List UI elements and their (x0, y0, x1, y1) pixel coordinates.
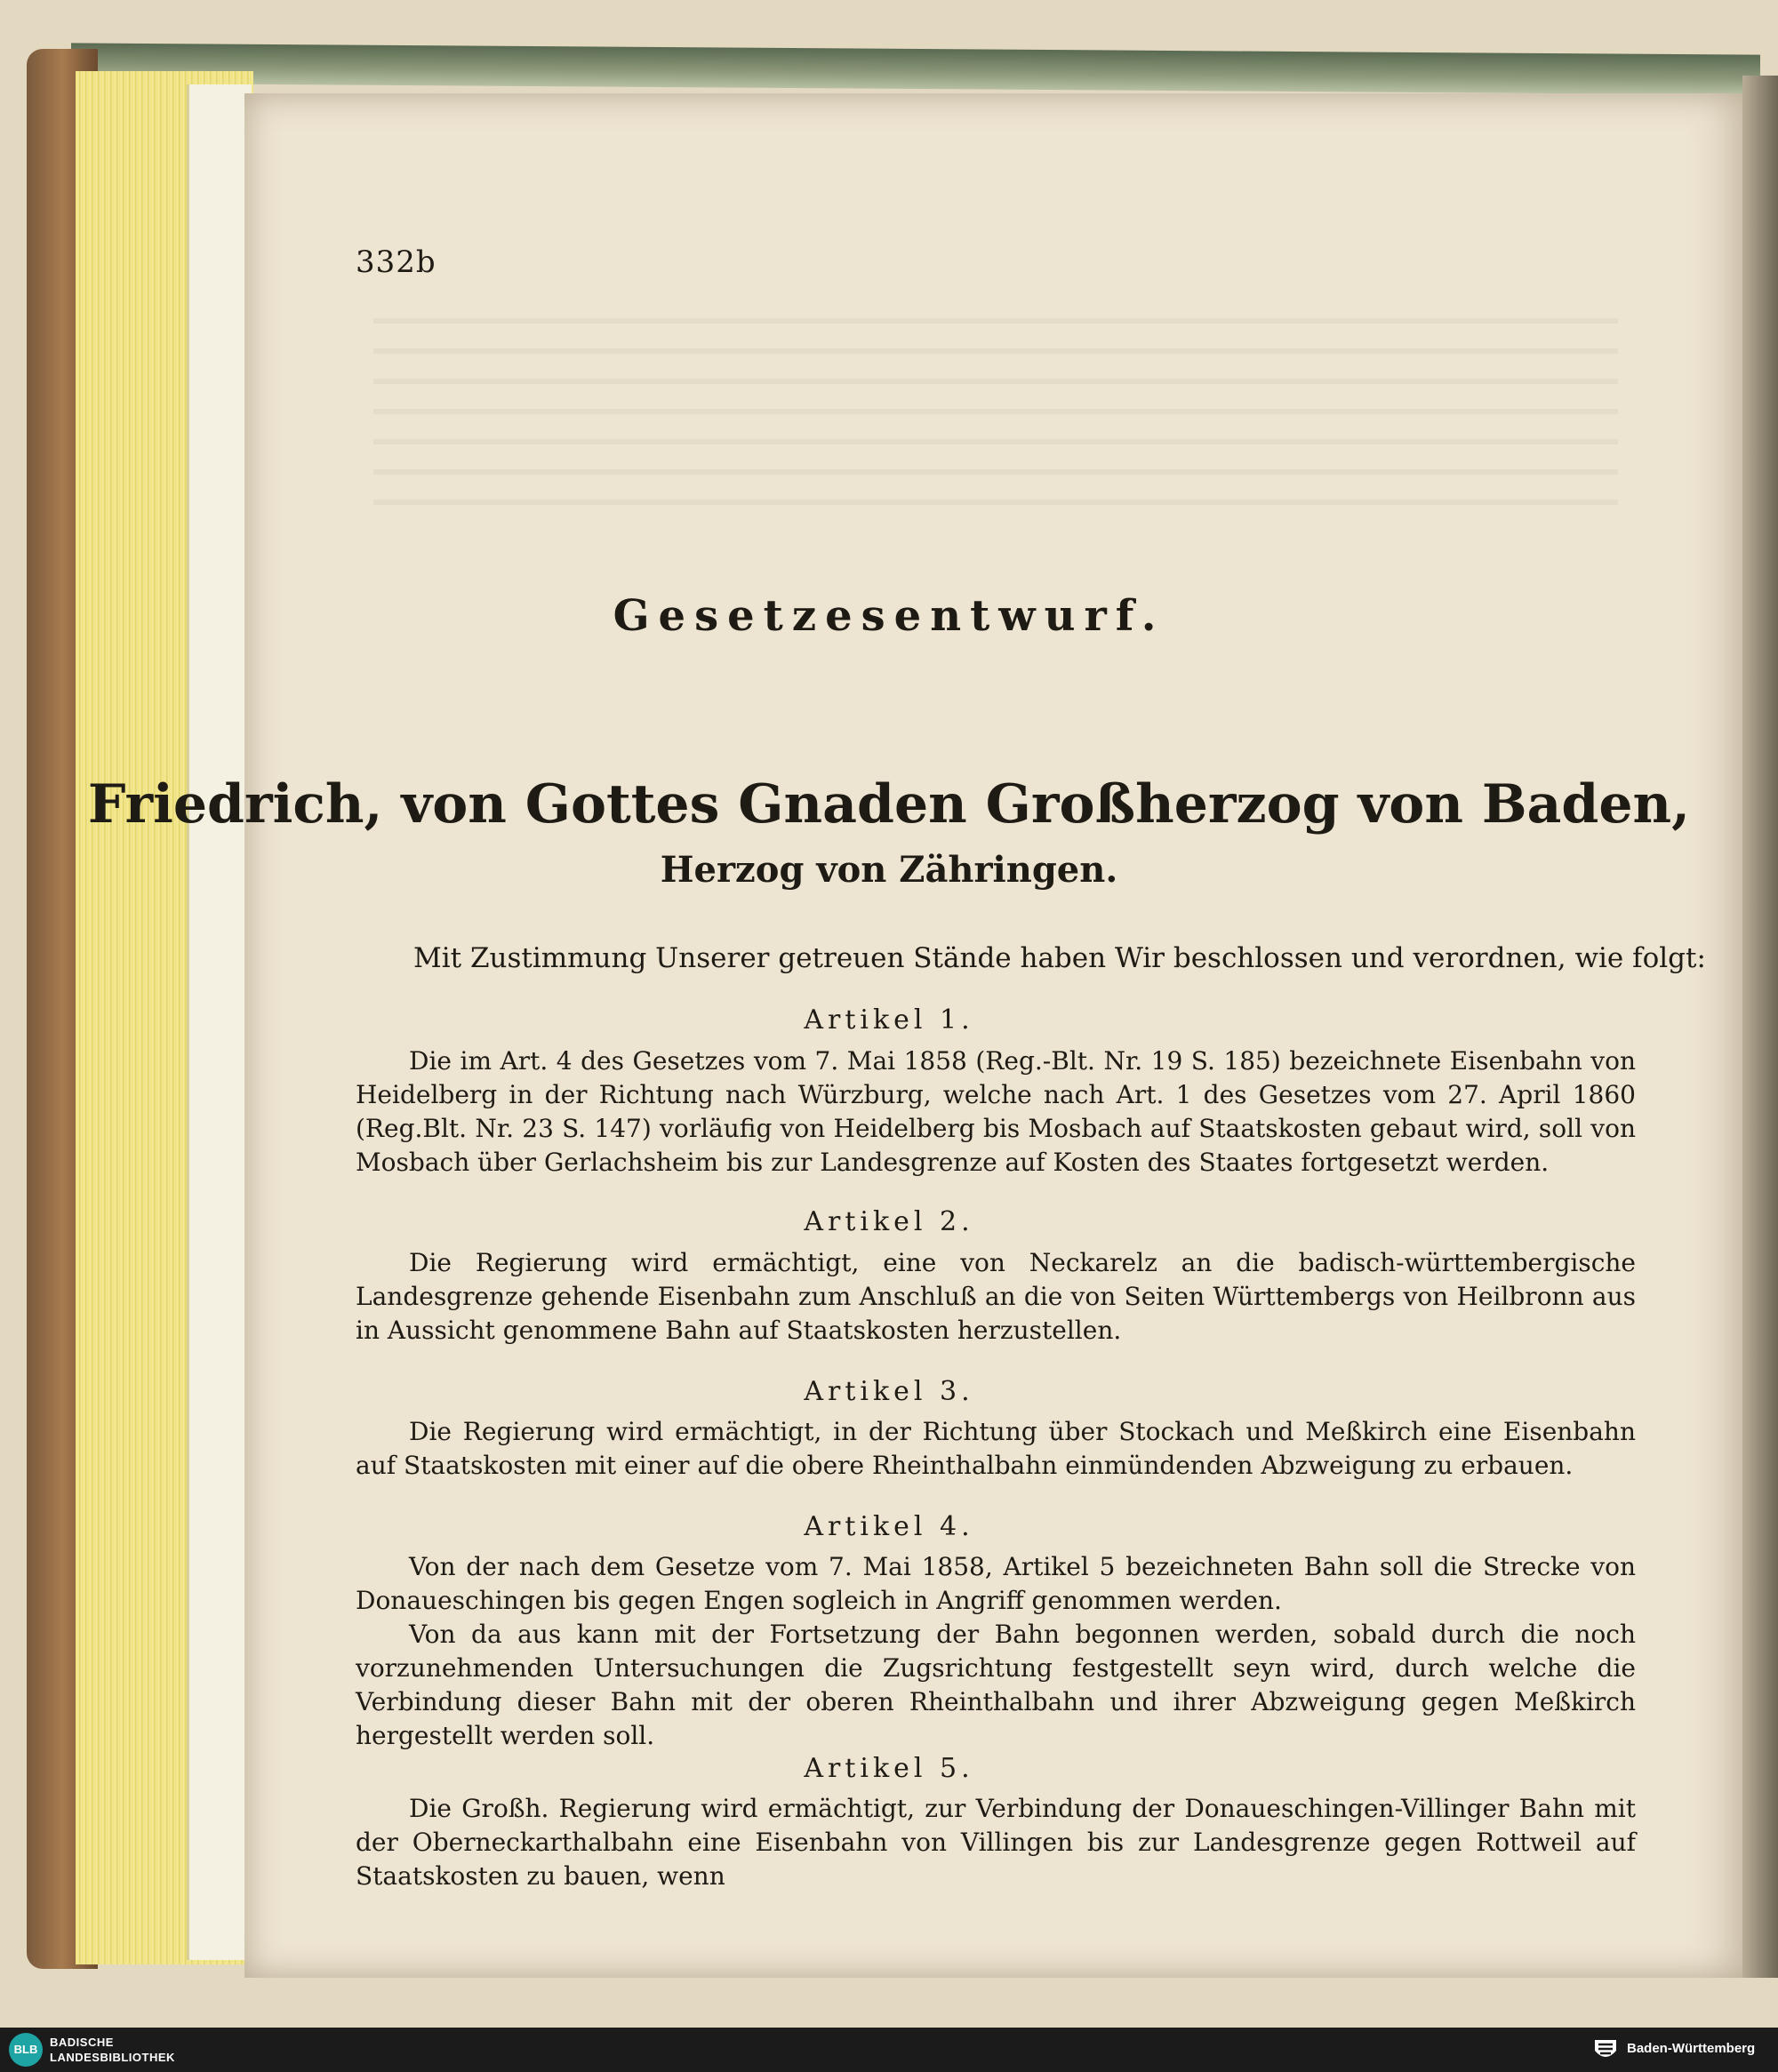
document-heading: Gesetzesentwurf. (613, 591, 1165, 641)
article-title: Artikel 5. (804, 1753, 974, 1784)
library-name[interactable] (50, 2035, 175, 2065)
book-top-edge (71, 43, 1760, 94)
article-title: Artikel 1. (804, 1004, 974, 1036)
article-body (356, 1792, 1636, 1893)
article-paragraph: Die Regierung wird ermächtigt, in der Richtung über Stockach und Meßkirch eine Eisenbahn auf Staatskosten mit einer auf die obere Rheinthalbahn einmündenden Abzweigung zu erbauen. (356, 1417, 1636, 1480)
page-number: 332b (356, 244, 436, 280)
state-name[interactable]: Baden-Württemberg (1627, 2041, 1756, 2056)
article-paragraph: Die Regierung wird ermächtigt, eine von Neckarelz an die badisch-württembergische Landesgrenze gehende Eisenbahn zum Anschluß an die von Seiten Württembergs von Heilbronn aus in Aussicht genommene Bahn auf Staatskosten herzustellen. (356, 1248, 1636, 1345)
show-through (373, 293, 1618, 516)
article-paragraph: Die Großh. Regierung wird ermächtigt, zur Verbindung der Donaueschingen-Villinger Bahn mit der Oberneckarthalbahn eine Eisenbahn von Villingen bis zur Landesgrenze gegen Rottweil auf Staatskosten zu bauen, wenn (356, 1794, 1636, 1891)
article-body (356, 1044, 1636, 1180)
sovereign-title: Friedrich, von Gottes Gnaden Großherzog von Baden, (87, 773, 1691, 836)
article-body (356, 1415, 1636, 1483)
blb-logo[interactable]: BLB (9, 2033, 43, 2067)
library-name-line2: LANDESBIBLIOTHEK (50, 2051, 175, 2064)
article-title: Artikel 2. (804, 1206, 974, 1237)
article-title: Artikel 4. (804, 1511, 974, 1542)
library-name-line1: BADISCHE (50, 2036, 114, 2049)
article-paragraph: Von der nach dem Gesetze vom 7. Mai 1858, Artikel 5 bezeichneten Bahn soll die Strecke von Donaueschingen bis gegen Engen sogleich in Angriff genommen werden. (356, 1552, 1636, 1615)
footer-bar (0, 2028, 1778, 2072)
baden-wuerttemberg-crest-icon (1591, 2036, 1620, 2063)
preamble: Mit Zustimmung Unserer getreuen Stände haben Wir beschlossen und verordnen, wie folgt: (413, 942, 1706, 974)
article-title: Artikel 3. (804, 1376, 974, 1407)
article-body (356, 1550, 1636, 1753)
article-paragraph: Von da aus kann mit der Fortsetzung der Bahn begonnen werden, sobald durch die noch vorzunehmenden Untersuchungen die Zugsrichtung festgestellt seyn wird, durch welche die Verbindung dieser Bahn mit der oberen Rheinthalbahn und ihrer Abzweigung gegen Meßkirch hergestellt werden soll. (356, 1620, 1636, 1750)
article-paragraph: Die im Art. 4 des Gesetzes vom 7. Mai 1858 (Reg.-Blt. Nr. 19 S. 185) bezeichnete Eisenbahn von Heidelberg in der Richtung nach Würzburg, welche nach Art. 1 des Gesetzes vom 27. April 1860 (Reg.Blt. Nr. 23 S. 147) vorläufig von Heidelberg bis Mosbach auf Staatskosten gebaut wird, soll von Mosbach über Gerlachsheim bis zur Landesgrenze auf Kosten des Staates fortgesetzt werden. (356, 1046, 1636, 1177)
sovereign-subtitle: Herzog von Zähringen. (660, 849, 1118, 891)
article-body (356, 1246, 1636, 1348)
